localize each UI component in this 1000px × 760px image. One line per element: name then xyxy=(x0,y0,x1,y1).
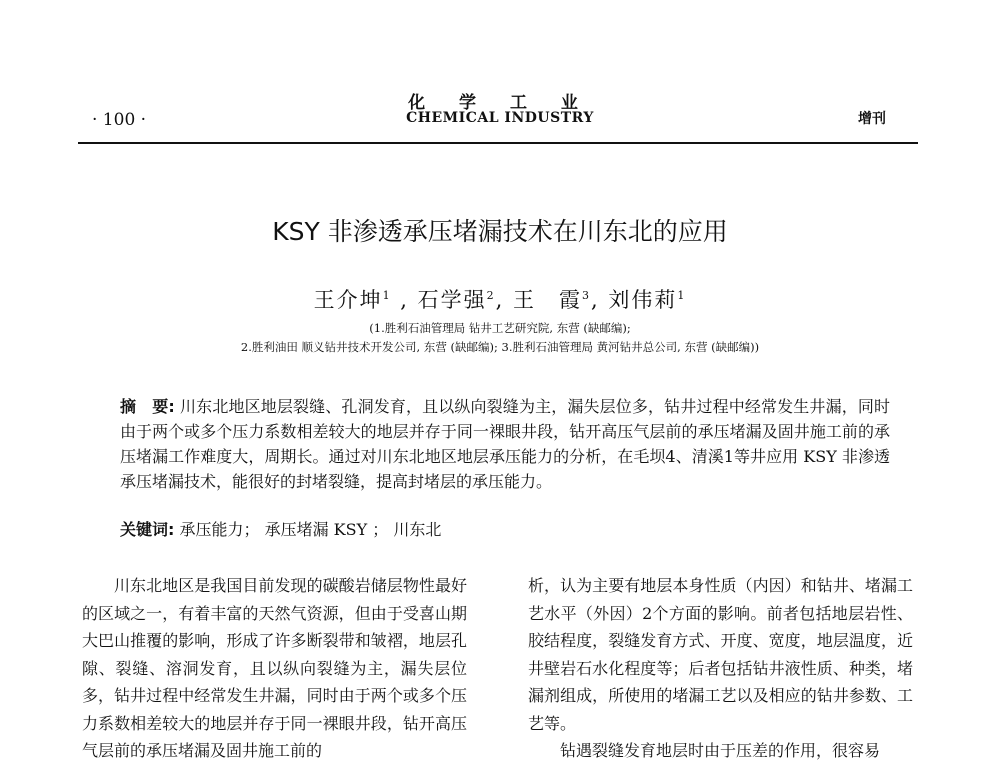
header-rule xyxy=(78,142,918,144)
keywords xyxy=(120,517,890,540)
article-title: KSY 非渗透承压堵漏技术在川东北的应用 xyxy=(272,217,728,246)
body-paragraph: 川东北地区是我国目前发现的碳酸岩储层物性最好的区域之一，有着丰富的天然气资源，但由于受喜山期大巴山推覆的影响，形成了许多断裂带和皱褶，地层孔隙、裂缝、溶洞发育，且以纵向裂缝为主，漏失层位多，钻井过程中经常发生井漏，同时由于两个或多个压力系数相差较大的地层并存于同一裸眼井段，钻开高压气层前的承压堵漏及固井施工前的 xyxy=(82,576,467,760)
author-list: 王介坤$^1$ , 石学强$^2$, 王 霞$^3$, 刘伟莉$^1$ xyxy=(313,288,687,312)
keywords-label: 关键词: xyxy=(120,520,175,539)
body-paragraph: 钻遇裂缝发育地层时由于压差的作用，很容易 xyxy=(560,741,881,760)
supplement-label: 增刊 xyxy=(858,111,886,127)
abstract xyxy=(120,394,890,494)
journal-name-en: CHEMICAL INDUSTRY xyxy=(406,110,594,126)
author-affiliation-mark: 2 xyxy=(486,289,496,302)
keywords-text: 承压能力； 承压堵漏 KSY ； 川东北 xyxy=(179,520,442,539)
abstract-text: 川东北地区地层裂缝、孔洞发育，且以纵向裂缝为主，漏失层位多，钻井过程中经常发生井漏，同时由于两个或多个压力系数相差较大的地层并存于同一裸眼井段，钻开高压气层前的承压堵漏及固井施工前的承压堵漏工作难度大，周期长。通过对川东北地区地层承压能力的分析，在毛坝4、清溪1等井应用 KSY 非渗透承压堵漏技术，能很好的封堵裂缝，提高封堵层的承压能力。 xyxy=(120,397,890,491)
affiliation-line-2: 2.胜利油田 顺义钻井技术开发公司, 东营 (缺邮编); 3.胜利石油管理局 黄河钻井总公司, 东营 (缺邮编)) xyxy=(240,340,760,354)
author-name: 石学强 xyxy=(417,288,487,312)
abstract-label: 摘 要: xyxy=(120,397,175,416)
page-number: · 100 · xyxy=(92,110,147,130)
author-name: 刘伟莉 xyxy=(608,288,678,312)
body-column-left xyxy=(82,572,467,760)
author-affiliation-mark: 1 xyxy=(382,289,392,302)
affiliation-line-1: (1.胜利石油管理局 钻井工艺研究院, 东营 (缺邮编); xyxy=(369,321,631,335)
journal-name-cn: 化 学 工 业 xyxy=(408,93,592,113)
author-name: 王介坤 xyxy=(313,288,383,312)
body-paragraph: 析，认为主要有地层本身性质（内因）和钻井、堵漏工艺水平（外因）2个方面的影响。前者包括地层岩性、胶结程度，裂缝发育方式、开度、宽度，地层温度，近井壁岩石水化程度等；后者包括钻井液性质、种类，堵漏剂组成，所使用的堵漏工艺以及相应的钻井参数、工艺等。 xyxy=(528,576,913,733)
author-affiliation-mark: 3 xyxy=(582,289,592,302)
body-column-right xyxy=(528,572,913,760)
author-name: 王 霞 xyxy=(513,288,583,312)
author-affiliation-mark: 1 xyxy=(677,289,687,302)
